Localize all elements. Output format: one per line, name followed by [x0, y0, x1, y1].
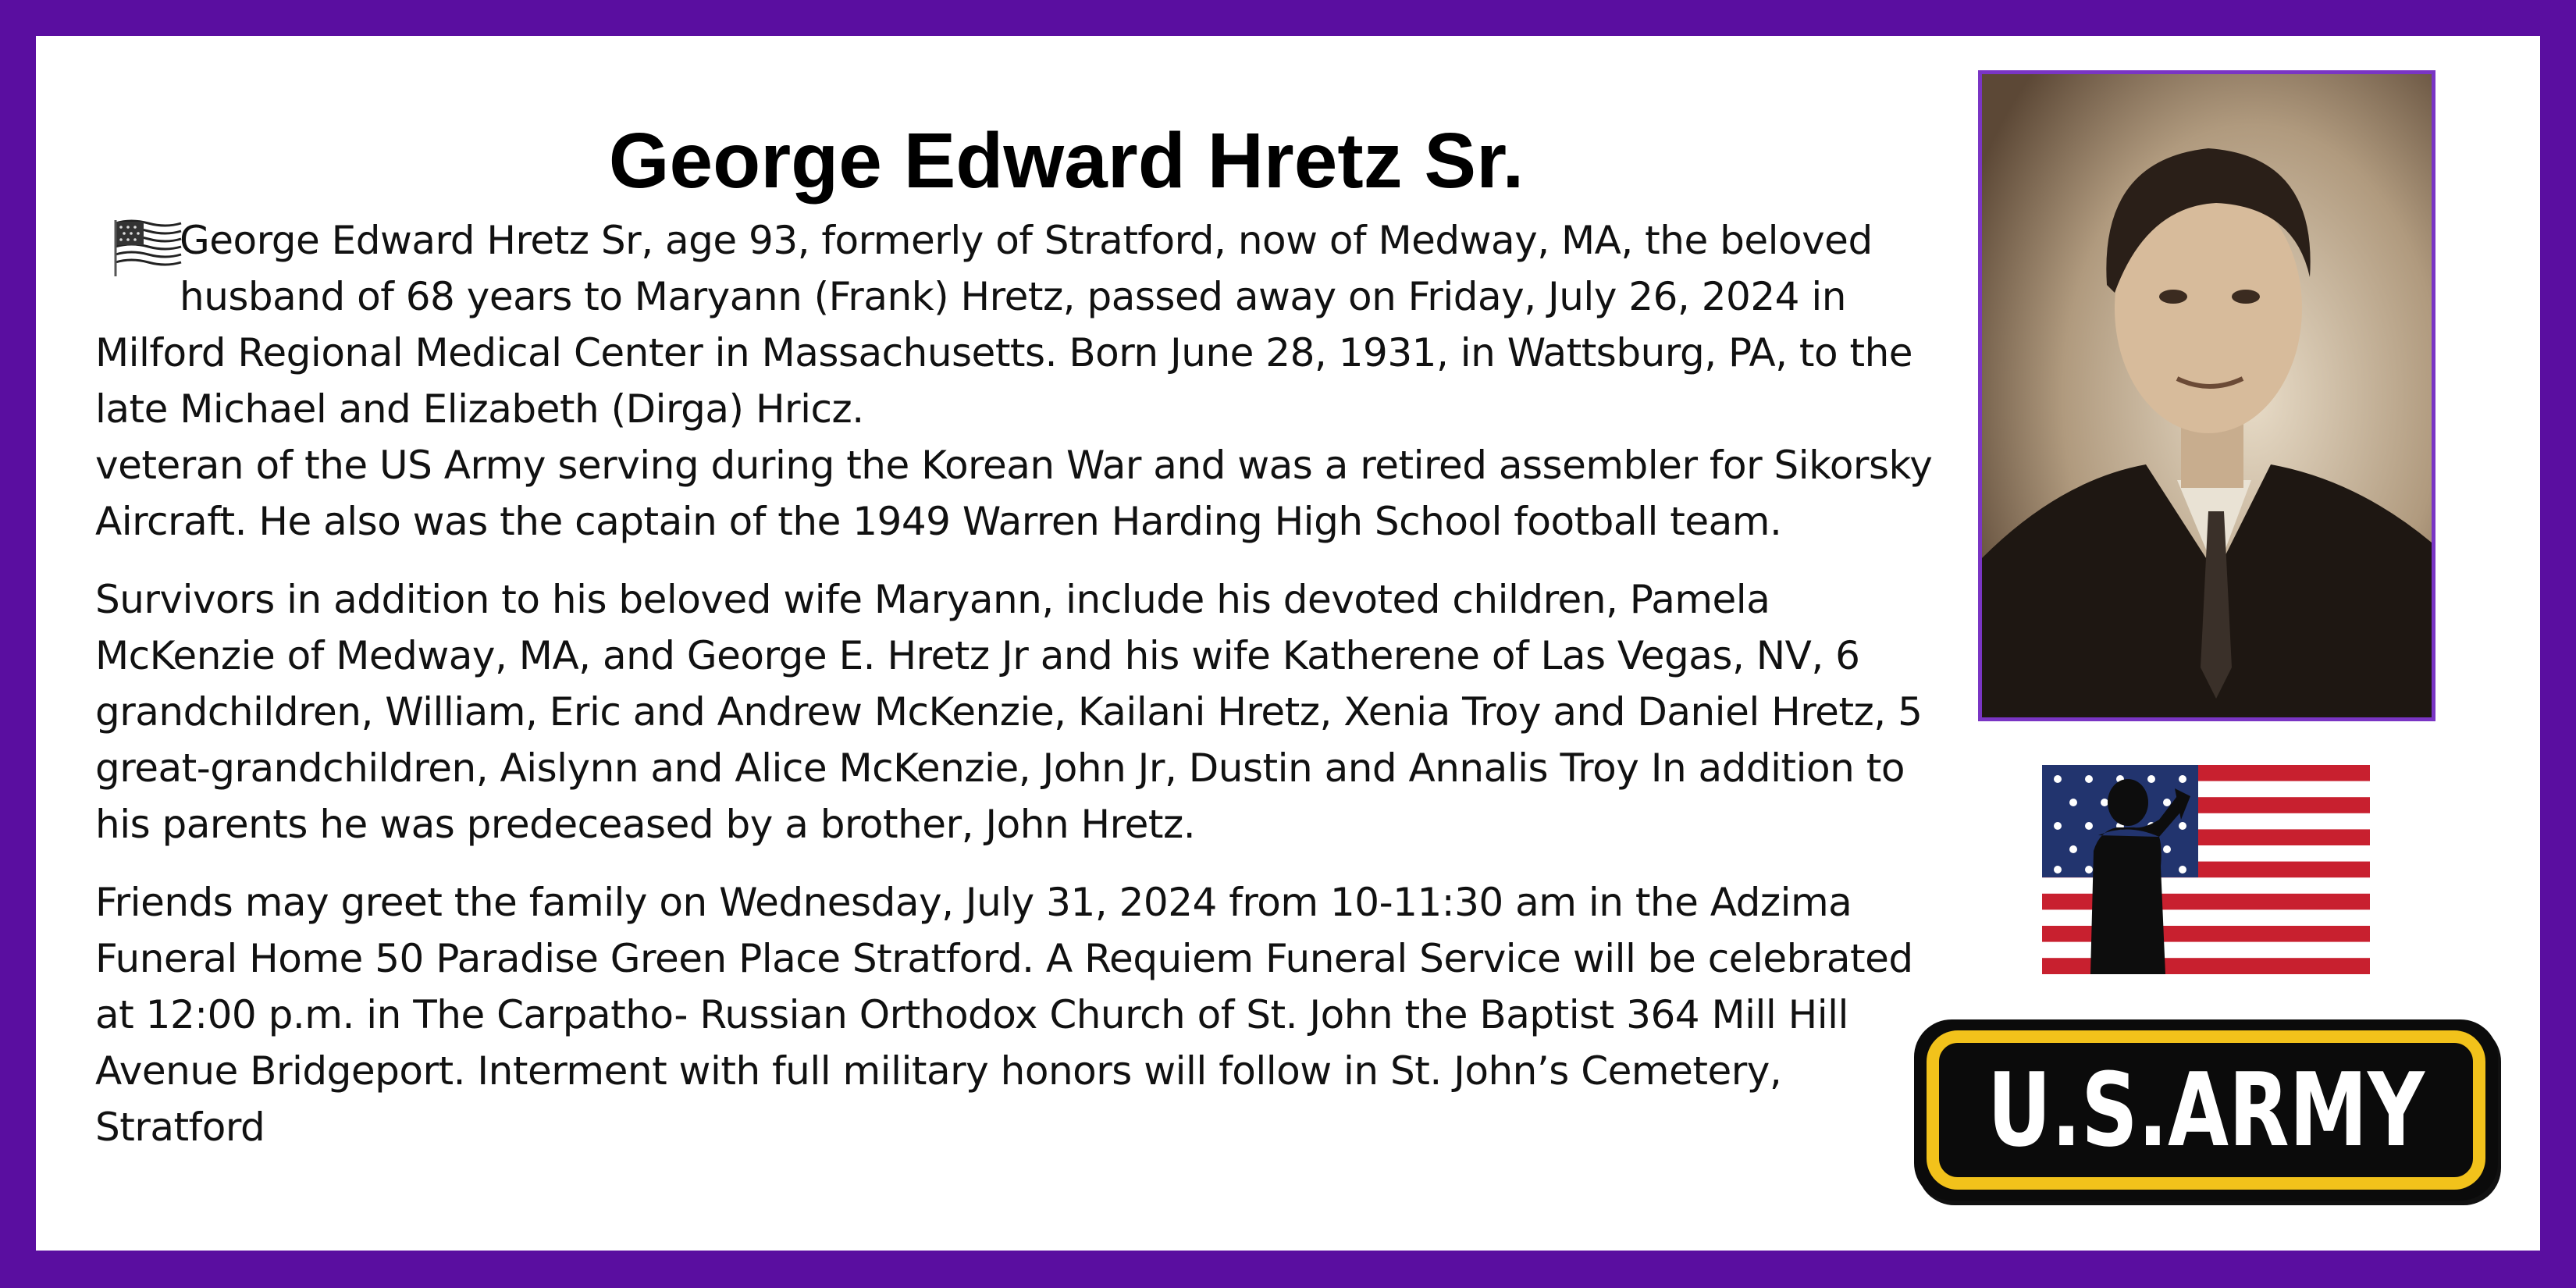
obituary-paragraph-1 [95, 212, 1961, 437]
obituary-paragraph-2: veteran of the US Army serving during the Korean War and was a retired assembler for Sikorsky Aircraft. He also was the captain of the 1949 Warren Harding High School football team. [95, 443, 1933, 544]
obituary-card [36, 36, 2540, 1251]
obituary-paragraph-3: Survivors in addition to his beloved wife Maryann, include his devoted children, Pamela McKenzie of Medway, MA, and George E. Hretz Jr and his wife Katherene of Las Vegas, NV, 6 grandchildren, William, Eric and Andrew McKenzie, Kailani Hretz, Xenia Troy and Daniel Hretz, 5 great-grandchildren, Aislynn and Alice McKenzie, John Jr, Dustin and Annalis Troy In addition to his parents he was predeceased by a brother, John Hretz. [95, 577, 1923, 847]
obituary-line-1: George Edward Hretz Sr, age 93, formerly of Stratford, now of Medway, MA, the beloved [180, 218, 1873, 263]
obituary-body [95, 212, 1961, 1177]
obituary-paragraph-4: Friends may greet the family on Wednesday, July 31, 2024 from 10-11:30 am in the Adzima Funeral Home 50 Paradise Green Place Stratford. A Requiem Funeral Service will be celebrated at 12:00 p.m. in The Carpatho- Russian Orthodox Church of St. John the Baptist 364 Mill Hill Avenue Bridgeport. Interment with full military honors will follow in St. John’s Cemetery, Stratford [95, 880, 1913, 1150]
soldier-salute-flag-icon [2042, 765, 2370, 974]
portrait-illustration [1982, 74, 2432, 717]
obituary-line-2: husband of 68 years to Maryann (Frank) Hretz, passed away on Friday, July 26, 2024 in [180, 274, 1846, 319]
army-badge-text: U.S.ARMY [1987, 1051, 2426, 1169]
portrait-photo [1978, 70, 2435, 721]
us-army-badge [1912, 1016, 2506, 1210]
obituary-line-rest: Milford Regional Medical Center in Massachusetts. Born June 28, 1931, in Wattsburg, PA, to the late Michael and Elizabeth (Dirga) Hricz. [95, 330, 1913, 432]
obituary-title: George Edward Hretz Sr. [608, 117, 1525, 205]
